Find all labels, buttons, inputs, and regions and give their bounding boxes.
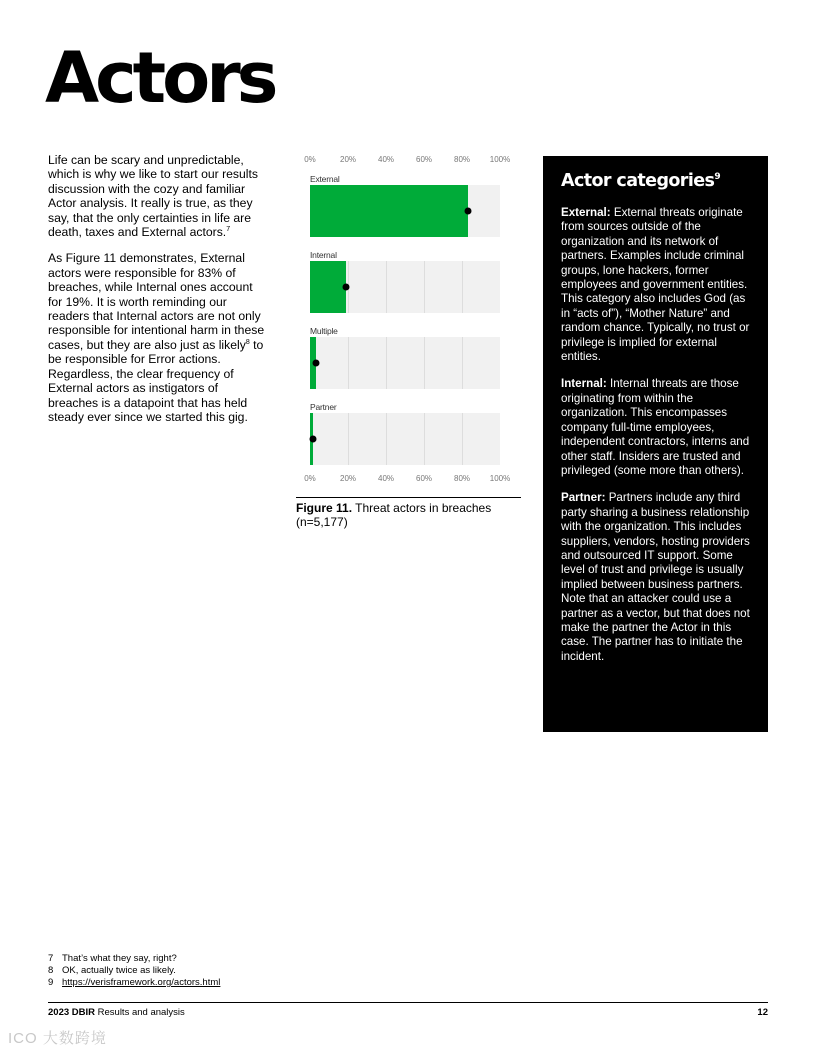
panel-external — [310, 174, 500, 238]
tick-label: 60% — [415, 155, 433, 164]
plot-area — [310, 337, 500, 389]
gridline — [348, 337, 349, 389]
category-label: External — [310, 174, 340, 184]
gridline — [348, 413, 349, 465]
intro-text — [48, 153, 268, 436]
tick-label: 0% — [304, 474, 316, 483]
sidebar-title: Actor categories$^9$ — [561, 171, 720, 191]
panel-multiple — [310, 326, 500, 390]
footnotes — [48, 953, 220, 989]
point-internal — [343, 284, 350, 291]
footnote-ref-7[interactable]: 7 — [226, 225, 231, 233]
page-title: Actors — [45, 37, 275, 119]
plot-area — [310, 413, 500, 465]
gridline — [424, 337, 425, 389]
gridline — [462, 413, 463, 465]
threat-actors-chart — [300, 150, 524, 490]
gridline — [424, 261, 425, 313]
footer-report-title: 2023 DBIR Results and analysis — [48, 1007, 185, 1018]
panel-internal — [310, 250, 500, 314]
point-partner — [310, 436, 317, 443]
footnote-7: 7 That’s what they say, right? — [48, 953, 177, 964]
veris-actors-link[interactable]: https://verisframework.org/actors.html — [62, 977, 221, 988]
category-label: Multiple — [310, 326, 338, 336]
gridline — [386, 337, 387, 389]
sidebar-section-internal: Internal: Internal threats are those originating from within the organization. This encompasses company full-time employees, independent contractors, interns and other staff. Insiders are trusted and privileged (some more than others). — [561, 377, 750, 477]
tick-label: 100% — [489, 155, 511, 164]
x-axis-ticks-bottom — [300, 474, 524, 486]
x-axis-ticks-top — [300, 155, 524, 167]
tick-label: 40% — [377, 474, 395, 483]
figure-label: Figure 11. — [296, 501, 353, 515]
intro-paragraph-2: As Figure 11 demonstrates, External actors were responsible for 83% of breaches, while Internal ones account for 19%. It is worth reminding our readers that Internal actors are not only responsible for intentional harm in these cases, but they are also just as likely$^8$ to be responsible for Error actions. Regardless, the clear frequency of External actors as instigators of breaches is a datapoint that has held steady ever since we started this gig. — [48, 251, 265, 424]
footer-divider — [48, 1002, 768, 1003]
watermark-logo: ICO 大数跨境 — [8, 1030, 107, 1047]
sidebar-section-partner: Partner: Partners include any third party sharing a business relationship with the organization. This includes suppliers, vendors, hosting providers and outsourced IT support. Some level of trust and privilege is usually implied between business partners. Note that an attacker could use a partner as a vector, but that does not make the partner the Actor in this case. The partner has to initiate the incident. — [561, 491, 750, 663]
gridline — [386, 413, 387, 465]
bar-external — [310, 185, 468, 237]
tick-label: 20% — [339, 474, 357, 483]
tick-label: 20% — [339, 155, 357, 164]
figure-caption — [296, 497, 521, 529]
panel-partner — [310, 402, 500, 466]
tick-label: 40% — [377, 155, 395, 164]
sidebar-section-external: External: External threats originate from sources outside of the organization and its network of partners. Examples include criminal groups, lone hackers, former employees and government entities. This category also includes God (as in “acts of”), “Mother Nature” and random chance. Typically, no trust or privilege is implied for external entities. — [561, 206, 750, 364]
point-external — [464, 208, 471, 215]
plot-area — [310, 261, 500, 313]
gridline — [386, 261, 387, 313]
tick-label: 0% — [304, 155, 316, 164]
category-label: Partner — [310, 402, 337, 412]
tick-label: 100% — [489, 474, 511, 483]
gridline — [424, 413, 425, 465]
tick-label: 80% — [453, 474, 471, 483]
figure-caption-text: Threat actors in breaches (n=5,177) — [296, 501, 492, 529]
tick-label: 80% — [453, 155, 471, 164]
page-number: 12 — [757, 1007, 768, 1018]
actor-categories-sidebar — [543, 156, 768, 732]
point-multiple — [312, 360, 319, 367]
tick-label: 60% — [415, 474, 433, 483]
gridline — [462, 261, 463, 313]
bar-internal — [310, 261, 346, 313]
footnote-ref-8[interactable]: 8 — [245, 338, 250, 346]
gridline — [462, 337, 463, 389]
footnote-8: 8 OK, actually twice as likely. — [48, 965, 176, 976]
footnote-9: 9 https://verisframework.org/actors.html — [48, 977, 221, 988]
category-label: Internal — [310, 250, 337, 260]
plot-area — [310, 185, 500, 237]
intro-paragraph-1: Life can be scary and unpredictable, which is why we like to start our results discussion with the cozy and familiar Actor analysis. It really is true, as they say, that the only certainties in life are death, taxes and External actors.$^7$ — [48, 153, 258, 240]
footnote-ref-9[interactable]: 9 — [714, 172, 720, 183]
